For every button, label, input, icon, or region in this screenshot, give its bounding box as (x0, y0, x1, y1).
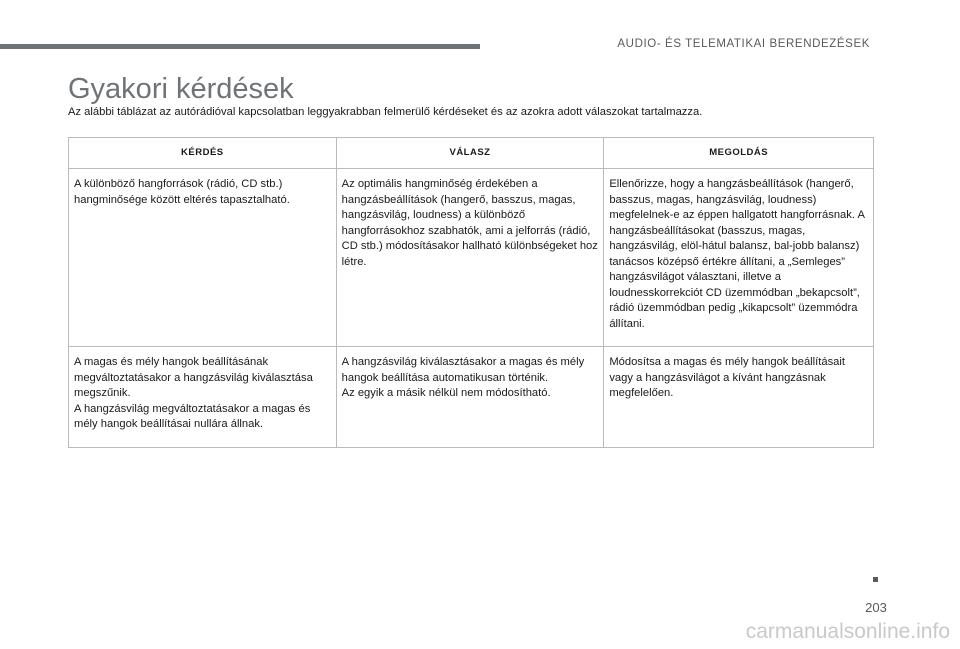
table-header-row (69, 138, 874, 169)
answer-text: A hangzásvilág kiválasztásakor a magas és mély hangok beállítása automatikusan történik. (341, 356, 585, 384)
solution-text: Ellenőrizze, hogy a hangzásbeállítások (hangerő, basszus, magas, hangzásvilág, loudness) megfelelnek-e az éppen hallgatott hangforrásnak. A hangzásbeállításokat (basszus, magas, hangzásvilág, elöl-hátul balansz, bal-jobb balansz) tanácsos középső értékre állítani, a „Semleges” hangzásvilágot választani, illetve a loudnesskorrekciót CD üzemmódban „bekapcsolt”, rádió üzemmódban pedig „kikapcsolt” üzemmódra állítani. (609, 178, 865, 330)
intro-text: Az alábbi táblázat az autórádióval kapcsolatban leggyakrabban felmerülő kérdéseket és az azokra adott válaszokat tartalmazza. (68, 106, 703, 118)
faq-table (68, 137, 874, 448)
header-accent-bar (0, 44, 480, 49)
answer-text: Az egyik a másik nélkül nem módosítható. (341, 387, 551, 399)
column-header-solution: MEGOLDÁS (604, 138, 874, 169)
page-number: 203 (865, 600, 887, 615)
answer-cell (336, 169, 604, 347)
solution-cell (604, 347, 874, 448)
question-text: A hangzásvilág megváltoztatásakor a magas és mély hangok beállításai nullára állnak. (74, 402, 311, 430)
question-cell (69, 169, 337, 347)
column-header-question: KÉRDÉS (69, 138, 337, 169)
answer-text: Az optimális hangminőség érdekében a hangzásbeállítások (hangerő, basszus, magas, hangzásvilág, loudness) a különböző hangforrásokhoz szabhatók, ami a jelforrás (rádió, CD stb.) módosításakor hallható különbségeket hoz létre. (341, 178, 598, 268)
solution-text: Módosítsa a magas és mély hangok beállításait vagy a hangzásvilágot a kívánt hangzásnak megfelelően. (609, 356, 845, 399)
question-cell (69, 347, 337, 448)
continuation-marker (873, 577, 878, 582)
page-title: Gyakori kérdések (68, 73, 294, 105)
section-header: AUDIO- ÉS TELEMATIKAI BERENDEZÉSEK (617, 38, 870, 50)
answer-cell (336, 347, 604, 448)
column-header-answer: VÁLASZ (336, 138, 604, 169)
table-row (69, 169, 874, 347)
solution-cell (604, 169, 874, 347)
watermark: carmanualsonline.info (745, 620, 950, 643)
question-text: A különböző hangforrások (rádió, CD stb.) hangminősége között eltérés tapasztalható. (74, 178, 290, 206)
question-text: A magas és mély hangok beállításának megváltoztatásakor a hangzásvilág kiválasztása megszűnik. (74, 356, 313, 399)
table-row (69, 347, 874, 448)
